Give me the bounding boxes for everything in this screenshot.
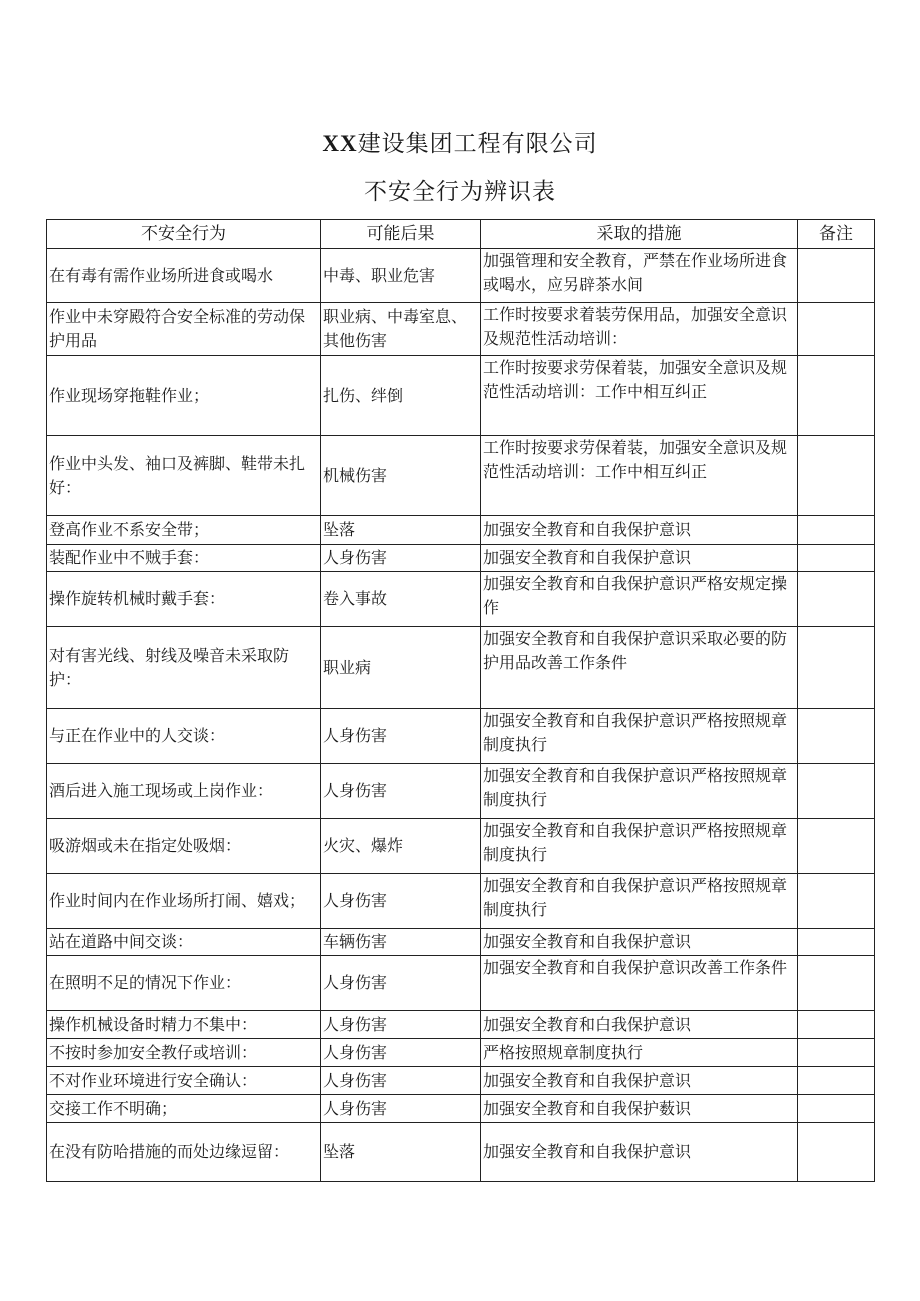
consequence-cell: 人身伤害: [321, 1011, 481, 1039]
behavior-cell: 作业现场穿拖鞋作业；: [47, 356, 321, 436]
note-cell: [798, 436, 875, 516]
column-header-measure: 采取的措施: [481, 220, 798, 249]
note-cell: [798, 249, 875, 303]
consequence-cell: 坠落: [321, 516, 481, 545]
table-row: [47, 929, 875, 956]
table-row: [47, 436, 875, 516]
measure-cell: 加强安全教育和自我保护意识: [481, 929, 798, 956]
measure-cell: 加强安全教育和自我保护意识严格安规定操作: [481, 572, 798, 627]
measure-cell: 工作时按要求劳保着装，加强安全意识及规范性活动培训：工作中相互纠正: [481, 436, 798, 516]
consequence-cell: 中毒、职业危害: [321, 249, 481, 303]
note-cell: [798, 874, 875, 929]
measure-cell: 加强安全教育和白我保护意识: [481, 1011, 798, 1039]
behavior-cell: 操作机械设备时精力不集中：: [47, 1011, 321, 1039]
measure-cell: 加强安全教育和自我保护意识严格按照规章制度执行: [481, 874, 798, 929]
note-cell: [798, 1067, 875, 1095]
company-title: [0, 128, 920, 160]
measure-cell: 工作时按要求着装劳保用品，加强安全意识及规范性活动培训：: [481, 303, 798, 356]
note-cell: [798, 303, 875, 356]
consequence-cell: 人身伤害: [321, 1039, 481, 1067]
table-row: [47, 709, 875, 764]
note-cell: [798, 356, 875, 436]
note-cell: [798, 929, 875, 956]
table-row: [47, 627, 875, 709]
behavior-cell: 交接工作不明确；: [47, 1095, 321, 1123]
behavior-cell: 作业中未穿殿符合安全标准的劳动保护用品: [47, 303, 321, 356]
behavior-cell: 在没有防哈措施的而处边缘逗留：: [47, 1123, 321, 1182]
table-row: [47, 1095, 875, 1123]
behavior-cell: 操作旋转机械时戴手套：: [47, 572, 321, 627]
behavior-cell: 装配作业中不贼手套：: [47, 545, 321, 572]
behavior-cell: 站在道路中间交谈：: [47, 929, 321, 956]
note-cell: [798, 545, 875, 572]
behavior-cell: 作业时间内在作业场所打闹、嬉戏；: [47, 874, 321, 929]
measure-cell: 加强安全教育和自我保护意识: [481, 545, 798, 572]
measure-cell: 加强安全教育和自我保护意识严格按照规章制度执行: [481, 709, 798, 764]
table-row: [47, 819, 875, 874]
behavior-cell: 不对作业环境进行安全确认：: [47, 1067, 321, 1095]
table-header-row: [47, 220, 875, 249]
behavior-cell: 在照明不足的情况下作业：: [47, 956, 321, 1011]
column-header-consequence: 可能后果: [321, 220, 481, 249]
note-cell: [798, 1011, 875, 1039]
note-cell: [798, 572, 875, 627]
measure-cell: 严格按照规章制度执行: [481, 1039, 798, 1067]
table-row: [47, 764, 875, 819]
note-cell: [798, 956, 875, 1011]
measure-cell: 加强安全教育和自我保护意识严格按照规章制度执行: [481, 819, 798, 874]
note-cell: [798, 516, 875, 545]
table-row: [47, 956, 875, 1011]
behavior-cell: 酒后进入施工现场或上岗作业：: [47, 764, 321, 819]
note-cell: [798, 764, 875, 819]
company-prefix: XX: [322, 131, 358, 156]
measure-cell: 加强安全教育和自我保护薮识: [481, 1095, 798, 1123]
table-row: [47, 1067, 875, 1095]
behavior-cell: 不按时参加安全教仔或培训：: [47, 1039, 321, 1067]
document-title: 不安全行为辨识表: [364, 179, 556, 205]
consequence-cell: 卷入事故: [321, 572, 481, 627]
table-row: [47, 249, 875, 303]
column-header-note: 备注: [798, 220, 875, 249]
table-row: [47, 303, 875, 356]
behavior-cell: 在有毒有需作业场所进食或喝水: [47, 249, 321, 303]
consequence-cell: 职业病: [321, 627, 481, 709]
consequence-cell: 车辆伤害: [321, 929, 481, 956]
measure-cell: 加强安全教育和自我保护意识严格按照规章制度执行: [481, 764, 798, 819]
consequence-cell: 机械伤害: [321, 436, 481, 516]
consequence-cell: 人身伤害: [321, 709, 481, 764]
note-cell: [798, 709, 875, 764]
consequence-cell: 人身伤害: [321, 545, 481, 572]
consequence-cell: 坠落: [321, 1123, 481, 1182]
note-cell: [798, 627, 875, 709]
consequence-cell: 人身伤害: [321, 1067, 481, 1095]
column-header-behavior: 不安全行为: [47, 220, 321, 249]
behavior-cell: 作业中头发、袖口及裤脚、鞋带未扎好：: [47, 436, 321, 516]
measure-cell: 加强管理和安全教育，严禁在作业场所进食或喝水，应另辟茶水间: [481, 249, 798, 303]
consequence-cell: 火灾、爆炸: [321, 819, 481, 874]
table-row: [47, 1011, 875, 1039]
table-row: [47, 1123, 875, 1182]
measure-cell: 加强安全教育和自我保护意识: [481, 1123, 798, 1182]
consequence-cell: 人身伤害: [321, 874, 481, 929]
consequence-cell: 扎伤、绊倒: [321, 356, 481, 436]
measure-cell: 加强安全教育和自我保护意识: [481, 1067, 798, 1095]
note-cell: [798, 819, 875, 874]
measure-cell: 加强安全教育和自我保护意识采取必要的防护用品改善工作条件: [481, 627, 798, 709]
table-row: [47, 545, 875, 572]
behavior-cell: 吸游烟或未在指定处吸烟：: [47, 819, 321, 874]
consequence-cell: 人身伤害: [321, 1095, 481, 1123]
table-row: [47, 1039, 875, 1067]
note-cell: [798, 1095, 875, 1123]
table-row: [47, 516, 875, 545]
behavior-cell: 登高作业不系安全带；: [47, 516, 321, 545]
measure-cell: 加强安全教育和自我保护意识改善工作条件: [481, 956, 798, 1011]
note-cell: [798, 1123, 875, 1182]
note-cell: [798, 1039, 875, 1067]
company-name: 建设集团工程有限公司: [357, 131, 598, 157]
table-row: [47, 356, 875, 436]
behavior-cell: 与正在作业中的人交谈：: [47, 709, 321, 764]
unsafe-behavior-table: [46, 219, 875, 1182]
consequence-cell: 人身伤害: [321, 764, 481, 819]
table-row: [47, 874, 875, 929]
measure-cell: 工作时按要求劳保着装，加强安全意识及规范性活动培训：工作中相互纠正: [481, 356, 798, 436]
measure-cell: 加强安全教育和自我保护意识: [481, 516, 798, 545]
behavior-cell: 对有害光线、射线及噪音未采取防护：: [47, 627, 321, 709]
table-row: [47, 572, 875, 627]
consequence-cell: 人身伤害: [321, 956, 481, 1011]
consequence-cell: 职业病、中毒室息、其他伤害: [321, 303, 481, 356]
